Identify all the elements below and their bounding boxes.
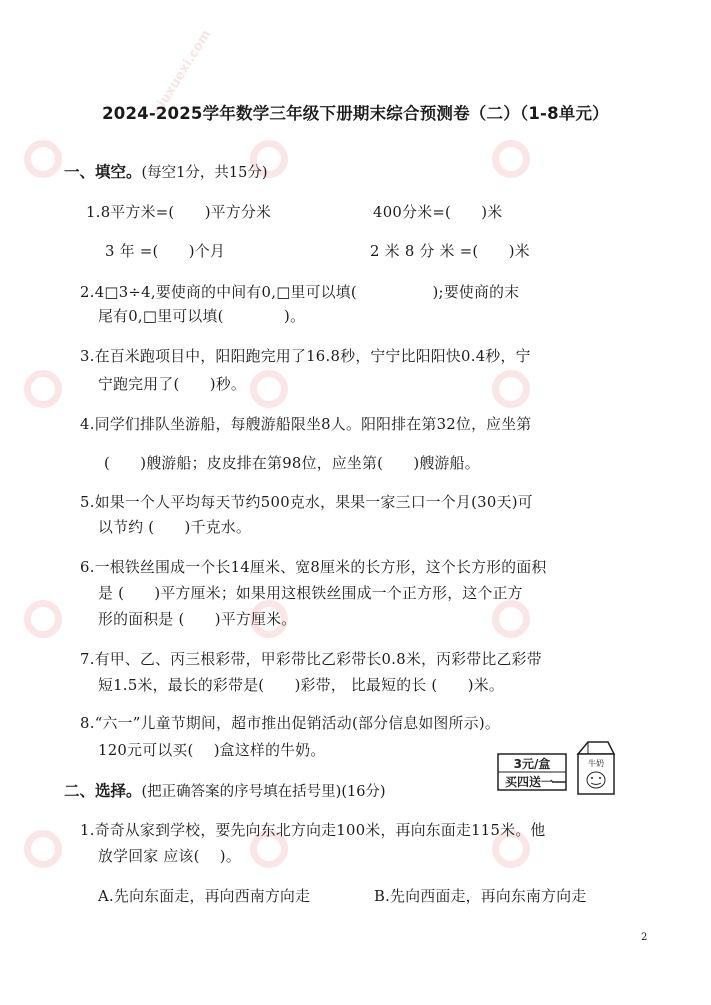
milk-carton-icon bbox=[578, 742, 614, 794]
question-5-line: 以节约 ( )千克水。 bbox=[98, 519, 252, 536]
question-1d: 2 米 8 分 米 =( )米 bbox=[370, 243, 530, 260]
section-1-heading bbox=[64, 160, 268, 182]
section-1-note: (每空1分，共15分) bbox=[141, 165, 268, 181]
section-2-title: 二、选择。 bbox=[64, 782, 142, 800]
watermark-logo bbox=[250, 140, 350, 240]
watermark-logo bbox=[492, 140, 592, 240]
question-1c: 3 年 =( )个月 bbox=[105, 243, 226, 260]
milk-promo-illustration bbox=[496, 740, 616, 796]
question-4-line: 4.同学们排队坐游船，每艘游船限坐8人。阳阳排在第32位，应坐第 bbox=[80, 416, 532, 433]
question-7-line: 7.有甲、乙、丙三根彩带，甲彩带比乙彩带长0.8米，丙彩带比乙彩带 bbox=[80, 651, 542, 668]
question-6-line: 是 ( )平方厘米；如果用这根铁丝围成一个正方形，这个正方 bbox=[98, 585, 523, 602]
milk-label-text: 牛奶 bbox=[588, 759, 604, 768]
choice-question-1-line: 放学回家 应该( )。 bbox=[98, 848, 241, 865]
watermark-logo bbox=[250, 830, 350, 930]
question-5-line: 5.如果一个人平均每天节约500克水，果果一家三口一个月(30天)可 bbox=[80, 494, 533, 511]
choice-option-a: A.先向东面走，再向西南方向走 bbox=[98, 888, 311, 905]
question-1b: 400分米=( )米 bbox=[373, 204, 503, 221]
question-3-line: 3.在百米跑项目中，阳阳跑完用了16.8秒，宁宁比阳阳快0.4秒，宁 bbox=[80, 348, 531, 365]
section-1-title: 一、填空。 bbox=[64, 163, 142, 181]
section-2-heading bbox=[64, 779, 386, 801]
promo-price-text: 3元/盒 bbox=[513, 757, 551, 771]
watermark-logo bbox=[24, 140, 124, 240]
question-3-line: 宁跑完用了( )秒。 bbox=[98, 376, 247, 393]
question-4-line: ( )艘游船；皮皮排在第98位，应坐第( )艘游船。 bbox=[104, 455, 480, 472]
question-8-line: 120元可以买( )盒这样的牛奶。 bbox=[98, 742, 326, 759]
question-6-line: 6.一根铁丝围成一个长14厘米、宽8厘米的长方形，这个长方形的面积 bbox=[80, 559, 547, 576]
question-7-line: 短1.5米，最长的彩带是( )彩带， 比最短的长 ( )米。 bbox=[98, 677, 504, 694]
promo-offer-text: 买四送一 bbox=[504, 775, 554, 789]
watermark-logo bbox=[492, 830, 592, 930]
page-number: 2 bbox=[641, 932, 648, 943]
question-2-line: 尾有0,□里可以填( )。 bbox=[98, 308, 306, 325]
question-2-line: 2.4□3÷4,要使商的中间有0,□里可以填( );要使商的末 bbox=[80, 284, 520, 301]
question-1a: 1.8平方米=( )平方分米 bbox=[86, 204, 272, 221]
choice-question-1-line: 1.奇奇从家到学校，要先向东北方向走100米，再向东面走115米。他 bbox=[80, 822, 546, 839]
section-2-note: (把正确答案的序号填在括号里)(16分) bbox=[141, 784, 386, 800]
question-6-line: 形的面积是 ( )平方厘米。 bbox=[98, 611, 297, 628]
milk-promo-svg bbox=[496, 740, 616, 796]
choice-option-b: B.先向西面走，再向东南方向走 bbox=[374, 888, 587, 905]
page-title: 2024-2025学年数学三年级下册期末综合预测卷（二）（1-8单元） bbox=[102, 104, 609, 123]
question-8-line: 8.“六一”儿童节期间，超市推出促销活动(部分信息如图所示)。 bbox=[80, 715, 501, 732]
